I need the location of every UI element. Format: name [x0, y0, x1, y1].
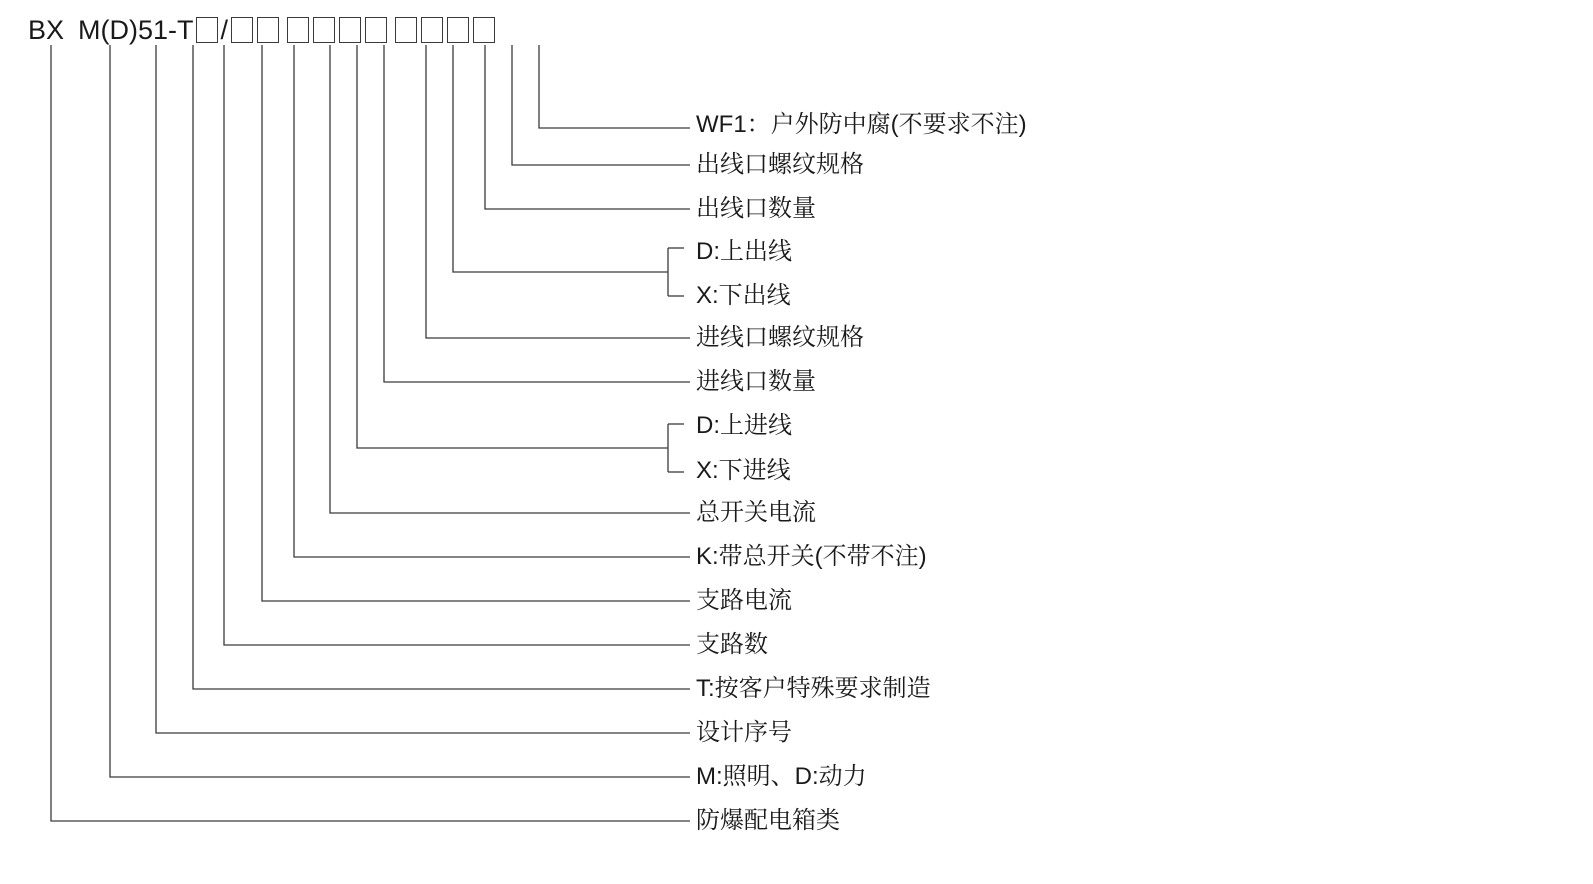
callout-outlet-dir-down: X:下出线 — [696, 282, 791, 309]
callout-inlet-dir-up: D:上进线 — [696, 412, 792, 439]
callout-category: 防爆配电箱类 — [696, 807, 840, 834]
model-code-main: M(D)51-T — [78, 15, 194, 45]
model-code-slash: / — [220, 15, 229, 45]
leader-design-serial — [156, 45, 690, 733]
leader-custom-made — [193, 45, 690, 689]
callout-inlet-count: 进线口数量 — [696, 368, 816, 395]
leader-category — [51, 45, 690, 821]
callout-outlet-dir-up: D:上出线 — [696, 238, 792, 265]
model-code-prefix: BX — [28, 15, 65, 45]
callout-branch-current: 支路电流 — [696, 587, 792, 614]
leader-main-switch — [294, 45, 690, 557]
leader-inlet-count — [384, 45, 690, 382]
callout-outlet-thread: 出线口螺纹规格 — [696, 151, 864, 178]
callout-wf1: WF1：户外防中腐(不要求不注) — [696, 111, 1027, 138]
callout-inlet-thread: 进线口螺纹规格 — [696, 324, 864, 351]
callout-main-switch: K:带总开关(不带不注) — [696, 543, 927, 570]
callout-type-code: M:照明、D:动力 — [696, 763, 867, 790]
callout-main-switch-current: 总开关电流 — [696, 499, 816, 526]
callout-outlet-count: 出线口数量 — [696, 195, 816, 222]
leader-inlet-thread — [426, 45, 690, 338]
leader-wf1 — [539, 45, 690, 128]
callout-branch-count: 支路数 — [696, 631, 768, 658]
leader-outlet-count — [485, 45, 690, 209]
leader-type-code — [110, 45, 690, 777]
callout-design-serial: 设计序号 — [696, 719, 792, 746]
callout-inlet-dir-down: X:下进线 — [696, 457, 791, 484]
callout-custom-made: T:按客户特殊要求制造 — [696, 675, 931, 702]
